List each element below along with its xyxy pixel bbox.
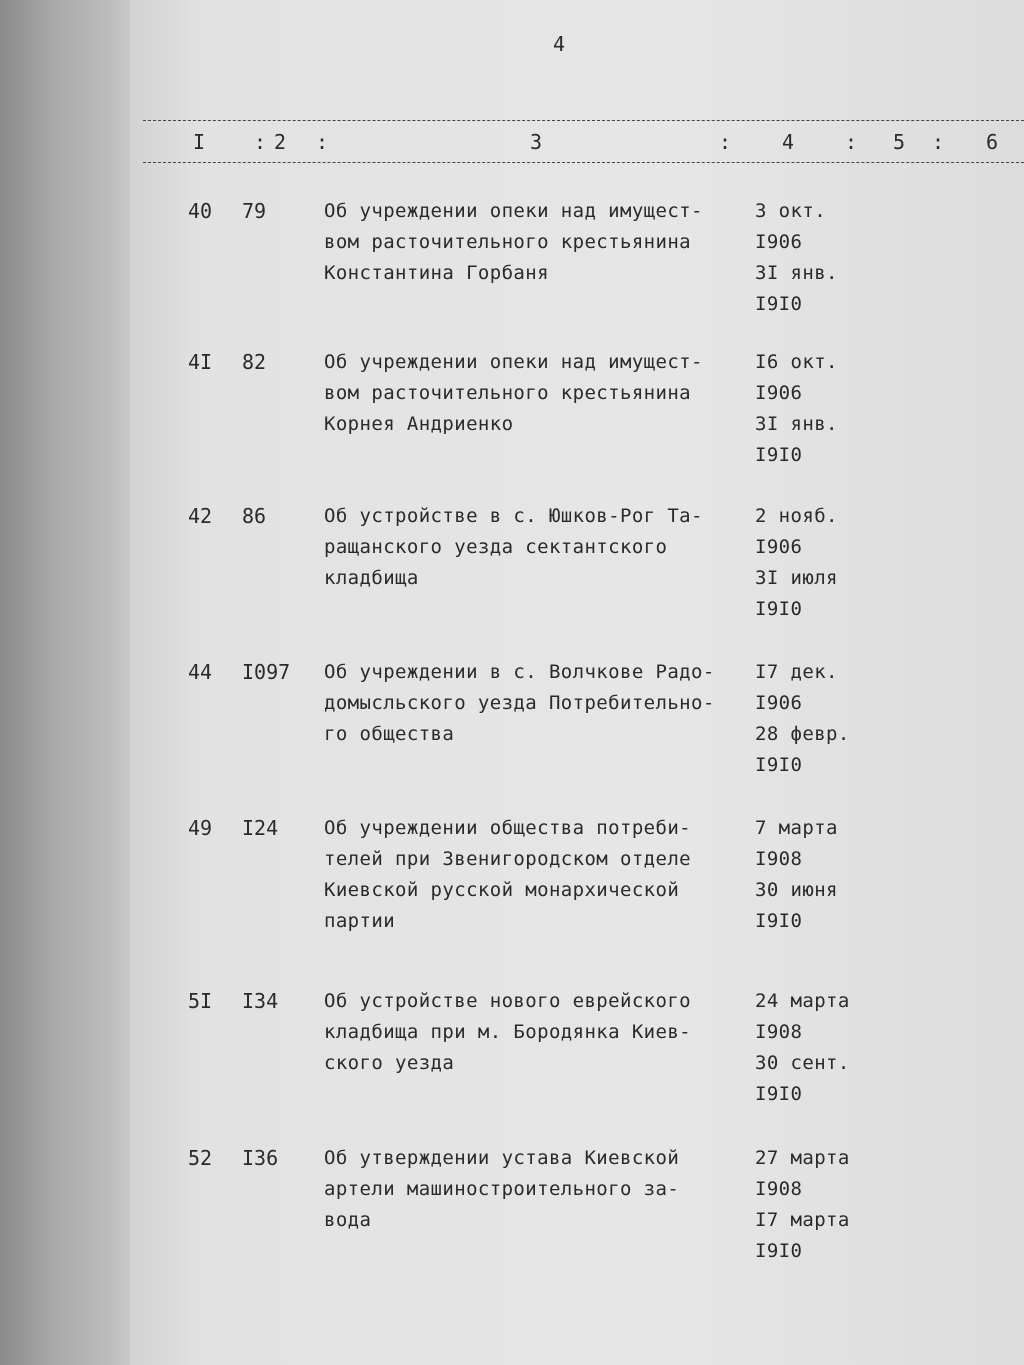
entry-title-line: Об утверждении устава Киевской bbox=[324, 1147, 680, 1169]
start-date: I7 дек. bbox=[755, 661, 838, 683]
entry-title-line: Константина Горбаня bbox=[324, 262, 549, 284]
table-row bbox=[0, 347, 1024, 497]
end-date: 3I июля bbox=[755, 567, 838, 589]
end-year: I9I0 bbox=[755, 1083, 803, 1105]
entry-title-line: партии bbox=[324, 910, 396, 932]
entry-title bbox=[324, 347, 764, 440]
end-year: I9I0 bbox=[755, 910, 803, 932]
entry-title-line: Об учреждении в с. Волчкове Радо- bbox=[324, 661, 715, 683]
start-date: 27 марта bbox=[755, 1147, 850, 1169]
start-date: I6 окт. bbox=[755, 351, 838, 373]
entry-title-line: кладбища при м. Бородянка Киев- bbox=[324, 1021, 692, 1043]
column-separator: : bbox=[316, 130, 329, 154]
case-number: I34 bbox=[242, 989, 279, 1013]
entry-number: 42 bbox=[188, 504, 213, 528]
entry-title-line: го общества bbox=[324, 723, 455, 745]
end-date: 3I янв. bbox=[755, 413, 838, 435]
start-year: I906 bbox=[755, 231, 803, 253]
end-year: I9I0 bbox=[755, 444, 803, 466]
entry-title-line: Корнея Андриенко bbox=[324, 413, 514, 435]
entry-title bbox=[324, 196, 764, 289]
table-row bbox=[0, 657, 1024, 807]
start-date: 3 окт. bbox=[755, 200, 827, 222]
entry-number: 49 bbox=[188, 816, 213, 840]
case-number: I24 bbox=[242, 816, 279, 840]
column-header-4: 4 bbox=[782, 130, 795, 154]
end-date: 3I янв. bbox=[755, 262, 838, 284]
end-date: 30 июня bbox=[755, 879, 838, 901]
entry-title bbox=[324, 501, 764, 594]
entry-number: 5I bbox=[188, 989, 213, 1013]
entry-dates bbox=[755, 813, 838, 937]
column-header-6: 6 bbox=[986, 130, 999, 154]
table-row bbox=[0, 501, 1024, 651]
entry-dates bbox=[755, 196, 838, 320]
entry-dates bbox=[755, 501, 838, 625]
entry-title-line: вода bbox=[324, 1209, 372, 1231]
entry-title-line: Об устройстве нового еврейского bbox=[324, 990, 692, 1012]
start-year: I908 bbox=[755, 1178, 803, 1200]
entry-title-line: ского уезда bbox=[324, 1052, 455, 1074]
column-header-5: 5 bbox=[893, 130, 906, 154]
table-row bbox=[0, 1143, 1024, 1293]
case-number: 86 bbox=[242, 504, 267, 528]
column-separator: : bbox=[932, 130, 945, 154]
end-date: I7 марта bbox=[755, 1209, 850, 1231]
entry-title-line: Киевской русской монархической bbox=[324, 879, 680, 901]
end-date: 28 февр. bbox=[755, 723, 850, 745]
entry-title bbox=[324, 1143, 764, 1236]
entry-title-line: вом расточительного крестьянина bbox=[324, 382, 692, 404]
entry-title-line: Об устройстве в с. Юшков-Рог Та- bbox=[324, 505, 703, 527]
header-rule-top bbox=[143, 120, 1024, 121]
column-separator: : bbox=[254, 130, 267, 154]
start-year: I906 bbox=[755, 536, 803, 558]
table-row bbox=[0, 196, 1024, 346]
entry-title bbox=[324, 657, 764, 750]
column-separator: : bbox=[845, 130, 858, 154]
column-header-3: 3 bbox=[530, 130, 543, 154]
start-date: 2 нояб. bbox=[755, 505, 838, 527]
entry-dates bbox=[755, 1143, 850, 1267]
entry-dates bbox=[755, 657, 850, 781]
entry-number: 4I bbox=[188, 350, 213, 374]
entry-title-line: Об учреждении опеки над имущест- bbox=[324, 200, 703, 222]
end-year: I9I0 bbox=[755, 293, 803, 315]
end-year: I9I0 bbox=[755, 598, 803, 620]
table-row bbox=[0, 813, 1024, 963]
case-number: I36 bbox=[242, 1146, 279, 1170]
entry-dates bbox=[755, 347, 838, 471]
entry-number: 44 bbox=[188, 660, 213, 684]
entry-number: 40 bbox=[188, 199, 213, 223]
entry-title bbox=[324, 813, 764, 937]
start-year: I908 bbox=[755, 848, 803, 870]
column-header-2: 2 bbox=[274, 130, 287, 154]
header-rule-bottom bbox=[143, 162, 1024, 163]
case-number: 79 bbox=[242, 199, 267, 223]
entry-title-line: кладбища bbox=[324, 567, 419, 589]
column-header-1: I bbox=[193, 130, 206, 154]
start-date: 7 марта bbox=[755, 817, 838, 839]
entry-dates bbox=[755, 986, 850, 1110]
entry-title-line: вом расточительного крестьянина bbox=[324, 231, 692, 253]
start-year: I906 bbox=[755, 692, 803, 714]
column-separator: : bbox=[719, 130, 732, 154]
end-year: I9I0 bbox=[755, 1240, 803, 1262]
case-number: 82 bbox=[242, 350, 267, 374]
entry-title-line: домысльского уезда Потребительно- bbox=[324, 692, 715, 714]
end-date: 30 сент. bbox=[755, 1052, 850, 1074]
start-year: I906 bbox=[755, 382, 803, 404]
table-row bbox=[0, 986, 1024, 1136]
entry-title-line: артели машиностроительного за- bbox=[324, 1178, 680, 1200]
entry-number: 52 bbox=[188, 1146, 213, 1170]
entry-title-line: телей при Звенигородском отделе bbox=[324, 848, 692, 870]
start-year: I908 bbox=[755, 1021, 803, 1043]
entry-title-line: Об учреждении опеки над имущест- bbox=[324, 351, 703, 373]
end-year: I9I0 bbox=[755, 754, 803, 776]
entry-title-line: Об учреждении общества потреби- bbox=[324, 817, 692, 839]
entry-title bbox=[324, 986, 764, 1079]
start-date: 24 марта bbox=[755, 990, 850, 1012]
case-number: I097 bbox=[242, 660, 291, 684]
entry-title-line: ращанского уезда сектантского bbox=[324, 536, 668, 558]
page-number: 4 bbox=[553, 32, 566, 56]
